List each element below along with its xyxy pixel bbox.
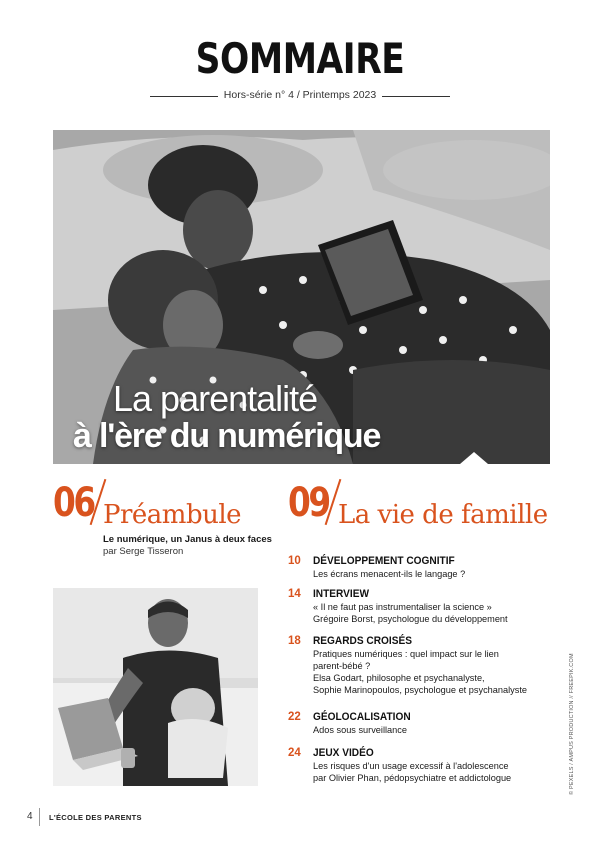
page-title: SOMMAIRE [195, 34, 405, 83]
entry-page-number: 24 [288, 747, 301, 759]
section-number-famille: 09 [288, 480, 329, 526]
entry-page-number: 14 [288, 588, 301, 600]
entry-line: Grégoire Borst, psychologue du développement [313, 614, 508, 624]
entry-line: Les risques d'un usage excessif à l'adolescence [313, 761, 509, 771]
entry-line: Sophie Marinopoulos, psychologue et psychanalyste [313, 685, 527, 695]
entry-heading: GÉOLOCALISATION [313, 711, 411, 723]
preambule-author: par Serge Tisseron [103, 546, 184, 557]
entry-page-number: 22 [288, 711, 301, 723]
hero-photo [53, 130, 550, 464]
cover-headline-line1: La parentalité [113, 378, 318, 419]
entry-page-number: 10 [288, 555, 301, 567]
father-baby-illustration [53, 588, 258, 786]
entry-heading: REGARDS CROISÉS [313, 635, 412, 647]
entry-heading: DÉVELOPPEMENT COGNITIF [313, 555, 455, 567]
entry-page-number: 18 [288, 635, 301, 647]
section-title-famille: La vie de famille [338, 500, 548, 530]
preambule-article-title: Le numérique, un Janus à deux faces [103, 534, 272, 545]
section-number-preambule: 06 [53, 480, 94, 526]
hero-notch [460, 452, 488, 464]
entry-line: Pratiques numériques : quel impact sur le lien parent-bébé ? [313, 649, 499, 671]
cover-headline-line2: à l'ère du numérique [73, 417, 381, 455]
entry-line: Les écrans menacent-ils le langage ? [313, 569, 466, 579]
entry-heading: JEUX VIDÉO [313, 747, 374, 759]
entry-line: « Il ne faut pas instrumentaliser la science » [313, 602, 492, 612]
entry-line: Ados sous surveillance [313, 725, 407, 735]
footer-publication-name: L'ÉCOLE DES PARENTS [49, 813, 142, 822]
photo-credit: © PEXELS / AMPUS PRODUCTION // FREEPIK.COM [569, 653, 575, 795]
entry-line: Elsa Godart, philosophe et psychanalyste, [313, 673, 485, 683]
section-title-preambule: Préambule [103, 500, 242, 530]
issue-subtitle: Hors-série n° 4 / Printemps 2023 [223, 89, 377, 101]
footer-separator [39, 808, 40, 826]
footer-page-number: 4 [27, 811, 33, 822]
issue-line [150, 89, 450, 103]
divider-right [382, 96, 450, 97]
father-baby-photo [53, 588, 258, 786]
entry-line: par Olivier Phan, pédopsychiatre et addictologue [313, 773, 512, 783]
entry-heading: INTERVIEW [313, 588, 370, 600]
divider-left [150, 96, 218, 97]
